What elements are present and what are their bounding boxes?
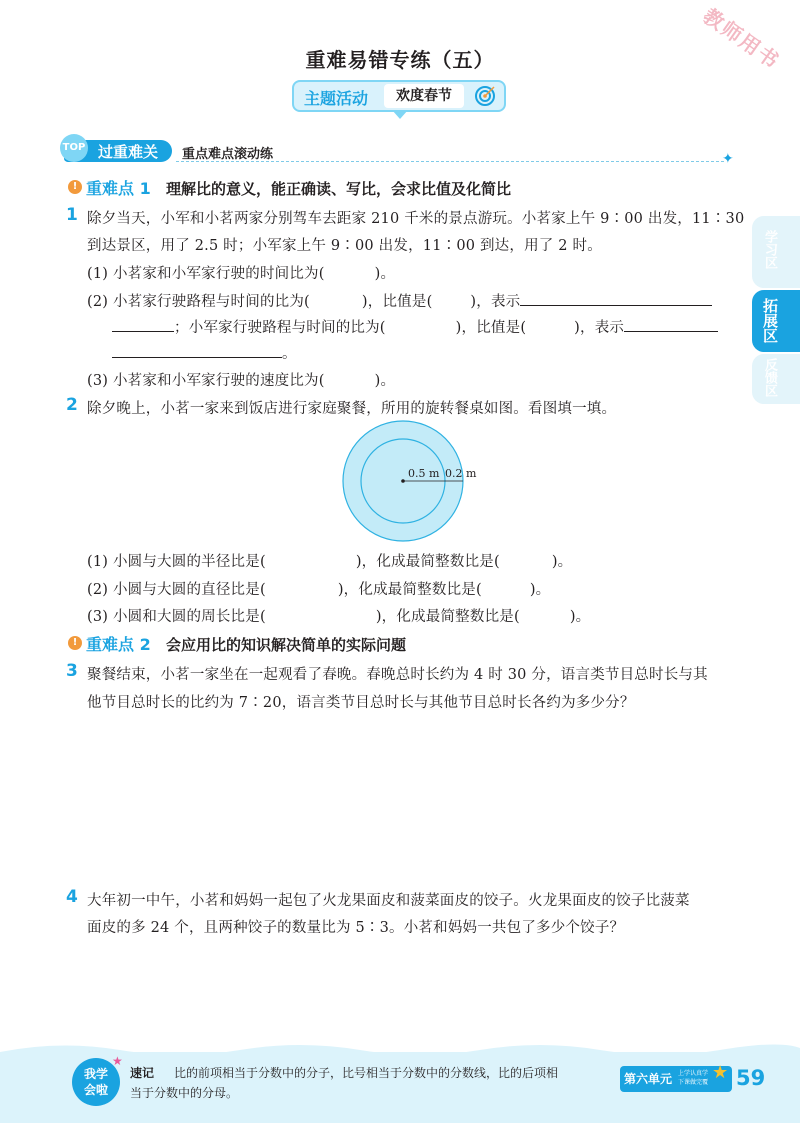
q3-line-2: 他节目总时长的比约为 7∶20，语言类节目总时长与其他节目总时长各约为多少分？ [87, 695, 635, 711]
q1-part-2-end [112, 342, 297, 363]
q4-answer-area[interactable] [87, 945, 727, 1040]
q2-part-2 [87, 578, 550, 599]
side-tab-label: 反馈区 [762, 358, 777, 397]
q3-answer-area[interactable] [87, 720, 727, 870]
key-point-1-label: 重难点 1 [86, 179, 151, 198]
text: (1) 小茗家和小军家行驶的时间比为( [87, 266, 325, 282]
theme-value: 欢度春节 [384, 84, 464, 108]
ring-width-label: 0.2 m [445, 467, 477, 480]
text: (2) 小圆与大圆的直径比是( [87, 582, 266, 598]
section-badge [64, 140, 172, 162]
answer-line[interactable] [112, 342, 282, 358]
q3-line-1: 聚餐结束，小茗一家坐在一起观看了春晚。春晚总时长约为 4 时 30 分，语言类节目总时长与其 [87, 667, 708, 683]
q1-line-1: 除夕当天，小军和小茗两家分别驾车去距家 210 千米的景点游玩。小茗家上午 9∶00 出发，11∶30 [87, 211, 745, 227]
slogan-line: 上学认真学 [678, 1070, 709, 1077]
answer-line[interactable] [624, 316, 718, 332]
text: )。 [529, 582, 551, 598]
unit-slogan [678, 1069, 708, 1087]
text: )。 [374, 373, 396, 389]
key-point-2-text: 会应用比的知识解决简单的实际问题 [166, 636, 407, 654]
theme-label: 主题活动 [304, 89, 369, 108]
key-point-icon: ! [68, 636, 82, 650]
q1-line-2: 到达景区，用了 2.5 时；小军家上午 9∶00 出发，11∶00 到达，用了 2 时。 [87, 238, 602, 254]
badge-text: 我学会啦 [83, 1067, 108, 1097]
text: )，表示 [574, 320, 625, 336]
text: (1) 小圆与大圆的半径比是( [87, 554, 266, 570]
q4-line-2: 面皮的多 24 个，且两种饺子的数量比为 5∶3。小茗和妈妈一共包了多少个饺子？ [87, 920, 625, 936]
text: )，比值是( [455, 320, 527, 336]
stamp-text: 教师用书 [698, 3, 785, 74]
section-subtitle: 重点难点滚动练 [182, 147, 274, 162]
side-tab-study[interactable] [752, 216, 800, 288]
mascot-star-icon: ★ [712, 1062, 729, 1083]
unit-label: 第六单元 [624, 1072, 673, 1086]
question-number: 1 [66, 205, 78, 225]
q1-part-2 [87, 290, 712, 311]
text: )，化成最简整数比是( [337, 582, 482, 598]
star-icon: ✦ [722, 151, 734, 167]
q2-line-1: 除夕晚上，小茗一家来到饭店进行家庭聚餐，所用的旋转餐桌如图。看图填一填。 [87, 401, 617, 417]
text: 。 [282, 346, 297, 362]
slogan-line: 下课做完覆 [678, 1079, 709, 1086]
key-point-2-label: 重难点 2 [86, 635, 151, 654]
target-icon [474, 85, 496, 107]
side-tab-label: 学习区 [762, 230, 777, 269]
side-tab-label: 拓展区 [761, 298, 779, 343]
side-tab-extend[interactable] [752, 290, 800, 352]
section-badge-text: 过重难关 [98, 143, 159, 161]
key-point-icon: ! [68, 180, 82, 194]
memo-line-1: 比的前项相当于分数中的分子，比号相当于分数中的分数线，比的后项相 [174, 1066, 559, 1080]
text: )。 [551, 554, 573, 570]
text: )，比值是( [361, 294, 433, 310]
text: )，化成最简整数比是( [375, 609, 520, 625]
star-icon: ★ [112, 1054, 123, 1068]
page-title: 重难易错专练（五） [305, 48, 495, 72]
answer-line[interactable] [112, 316, 174, 332]
text: )。 [374, 266, 396, 282]
question-number: 4 [66, 887, 78, 907]
text: )，化成最简整数比是( [355, 554, 500, 570]
q1-part-1 [87, 262, 395, 283]
theme-pointer [392, 110, 408, 119]
section-divider [176, 161, 724, 162]
text: (3) 小圆和大圆的周长比是( [87, 609, 266, 625]
memo-heading: 速记 [130, 1066, 155, 1080]
question-number: 3 [66, 661, 78, 681]
page-number: 59 [736, 1066, 766, 1090]
text: )。 [569, 609, 591, 625]
memo-line-2: 当于分数中的分母。 [130, 1086, 239, 1100]
q1-part-3 [87, 369, 395, 390]
key-point-1-text: 理解比的意义，能正确读、写比，会求比值及化简比 [166, 180, 512, 198]
theme-box [292, 80, 506, 112]
inner-radius-label: 0.5 m [408, 467, 440, 480]
text: (2) 小茗家行驶路程与时间的比为( [87, 294, 310, 310]
q4-line-1: 大年初一中午，小茗和妈妈一起包了火龙果面皮和菠菜面皮的饺子。火龙果面皮的饺子比菠菜 [87, 893, 690, 909]
answer-line[interactable] [520, 290, 712, 306]
top-icon: TOP [60, 134, 88, 162]
dining-table-figure [340, 418, 510, 544]
text: )，表示 [470, 294, 521, 310]
question-number: 2 [66, 395, 78, 415]
q2-part-1 [87, 550, 572, 571]
text: ；小军家行驶路程与时间的比为( [174, 320, 386, 336]
text: (3) 小茗家和小军家行驶的速度比为( [87, 373, 325, 389]
side-tab-feedback[interactable] [752, 354, 800, 404]
q2-part-3 [87, 605, 590, 626]
q1-part-2-cont [112, 316, 718, 337]
